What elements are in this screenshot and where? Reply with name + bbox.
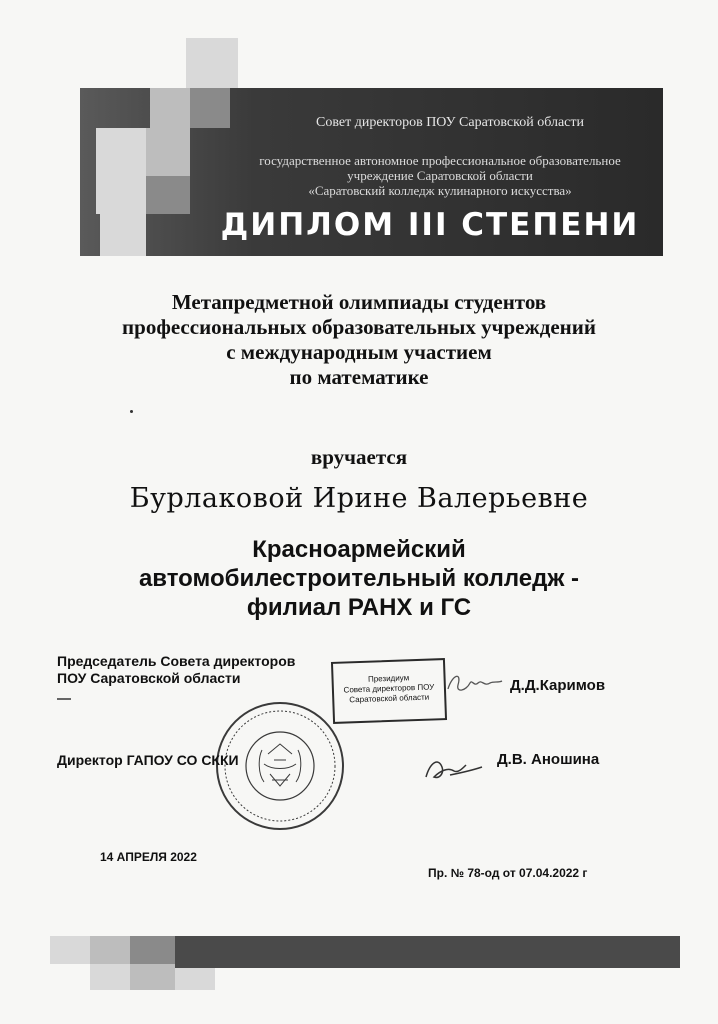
scan-mark bbox=[57, 698, 71, 700]
recipient-name: Бурлаковой Ирине Валерьевне bbox=[129, 483, 589, 514]
diploma-title: ДИПЛОМ III СТЕПЕНИ bbox=[220, 207, 640, 243]
scan-speck bbox=[130, 410, 133, 413]
director-name: Д.В. Аношина bbox=[497, 751, 600, 768]
presidium-stamp: Президиум Совета директоров ПОУ Саратовской области bbox=[331, 658, 447, 724]
council-name: Совет директоров ПОУ Саратовской области bbox=[316, 115, 584, 130]
institution-name: государственное автономное профессиональное образовательное учреждение Саратовской области «Саратовский колледж кулинарного искусства» bbox=[259, 153, 621, 198]
handed-label: вручается bbox=[310, 445, 408, 469]
issue-date: 14 АПРЕЛЯ 2022 bbox=[100, 850, 197, 864]
chair-name: Д.Д.Каримов bbox=[510, 677, 606, 694]
director-title: Директор ГАПОУ СО СККИ bbox=[57, 752, 239, 768]
college-name: Красноармейский автомобилестроительный колледж - филиал РАНХ и ГС bbox=[138, 536, 580, 621]
director-signature bbox=[420, 745, 486, 785]
order-number: Пр. № 78-од от 07.04.2022 г bbox=[428, 866, 588, 880]
olympiad-description: Метапредметной олимпиады студентов профессиональных образовательных учреждений с международным участием по математике bbox=[122, 290, 596, 389]
chair-title: Председатель Совета директоров ПОУ Саратовской области bbox=[57, 653, 296, 686]
footer-dark-strip bbox=[175, 936, 680, 968]
chair-signature bbox=[444, 665, 506, 699]
